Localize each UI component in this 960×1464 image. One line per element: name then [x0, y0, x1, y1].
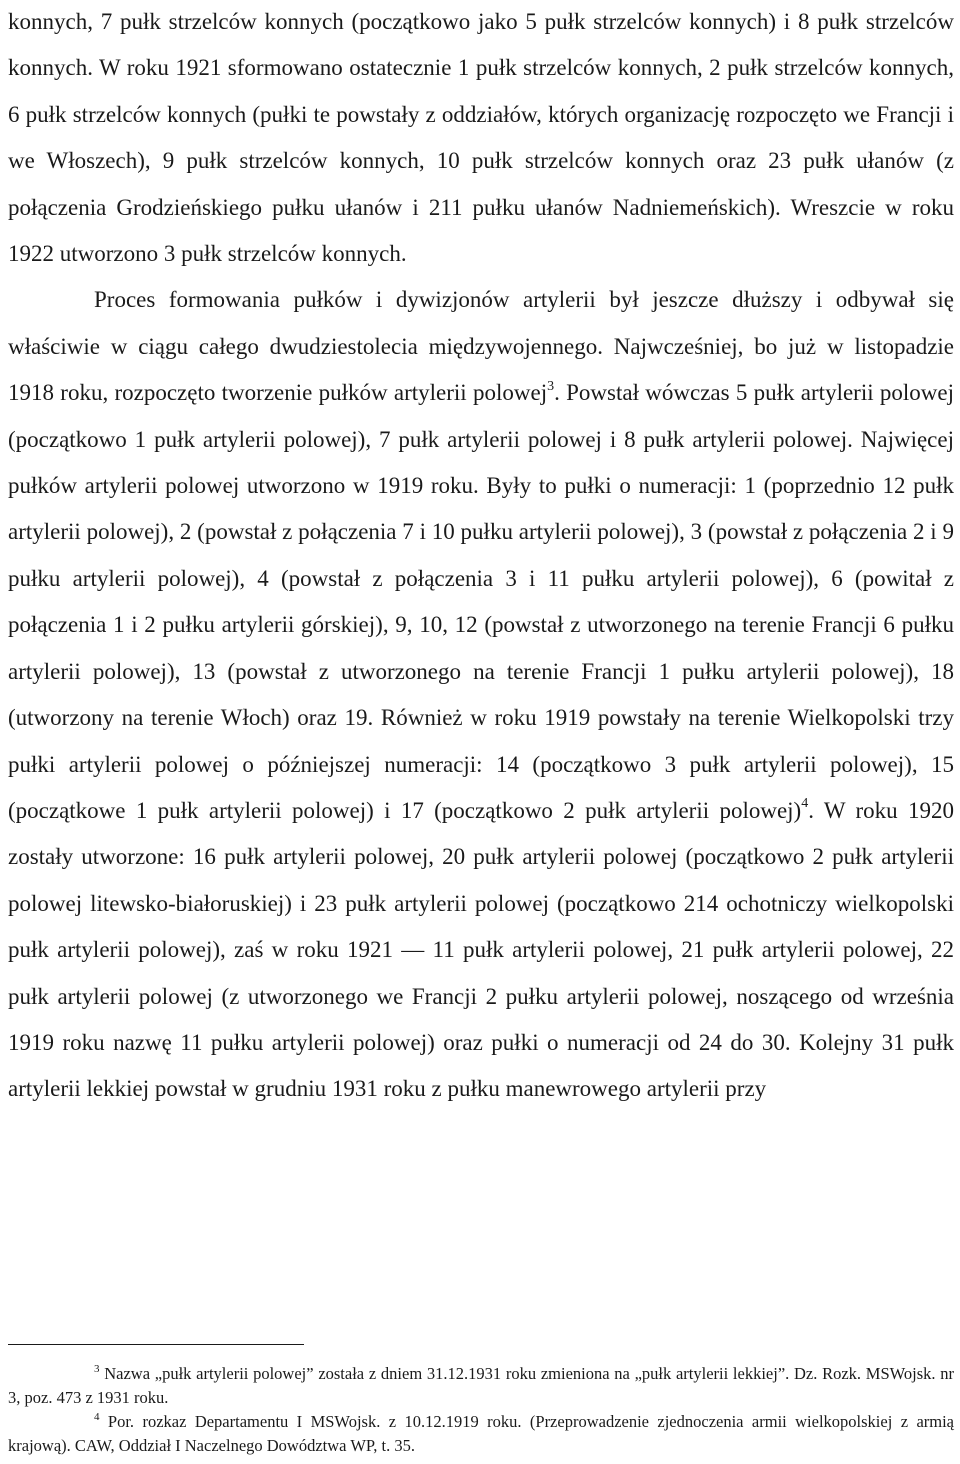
paragraph-2	[8, 277, 954, 1112]
paragraph-1	[8, 0, 954, 277]
footnote-3	[8, 1362, 954, 1410]
paragraph-2-text-b: . Powstał wówczas 5 pułk artylerii polowej (początkowo 1 pułk artylerii polowej), 7 pułk artylerii polowej i 8 pułk artylerii polowej. Najwięcej pułków artylerii polowej utworzono w 1919 roku. Były to pułki o numeracji: 1 (poprzednio 12 pułk artylerii polowej), 2 (powstał z połączenia 7 i 10 pułku artylerii polowej), 3 (powstał z połączenia 2 i 9 pułku artylerii polowej), 4 (powstał z połączenia 3 i 11 pułku artylerii polowej), 6 (powitał z połączenia 1 i 2 pułku artylerii górskiej), 9, 10, 12 (powstał z utworzonego na terenie Francji 6 pułku artylerii polowej), 13 (powstał z utworzonego na terenie Francji 1 pułku artylerii polowej), 18 (utworzony na terenie Włoch) oraz 19. Również w roku 1919 powstały na terenie Wielkopolski trzy pułki artylerii polowej o późniejszej numeracji: 14 (początkowo 3 pułk artylerii polowej), 15 (początkowe 1 pułk artylerii polowej) i 17 (początkowo 2 pułk artylerii polowej)	[8, 380, 954, 823]
paragraph-1-text: konnych, 7 pułk strzelców konnych (początkowo jako 5 pułk strzelców konnych) i 8 pułk strzelców konnych. W roku 1921 sformowano ostatecznie 1 pułk strzelców konnych, 2 pułk strzelców konnych, 6 pułk strzelców konnych (pułki te powstały z oddziałów, których organizację rozpoczęto we Francji i we Włoszech), 9 pułk strzelców konnych, 10 pułk strzelców konnych oraz 23 pułk ułanów (z połączenia Grodzieńskiego pułku ułanów i 211 pułku ułanów Nadniemeńskich). Wreszcie w roku 1922 utworzono 3 pułk strzelców konnych.	[8, 9, 954, 267]
footnote-4	[8, 1410, 954, 1458]
paragraph-2-text-c: . W roku 1920 zostały utworzone: 16 pułk artylerii polowej, 20 pułk artylerii polowej (początkowo 2 pułk artylerii polowej litewsko-białoruskiej) i 23 pułk artylerii polowej (początkowo 214 ochotniczy wielkopolski pułk artylerii polowej), zaś w roku 1921 — 11 pułk artylerii polowej, 21 pułk artylerii polowej, 22 pułk artylerii polowej (z utworzonego we Francji 2 pułku artylerii polowej, noszącego od września 1919 roku nazwę 11 pułku artylerii polowej) oraz pułki o numeracji od 24 do 30. Kolejny 31 pułk artylerii lekkiej powstał w grudniu 1931 roku z pułku manewrowego artylerii przy	[8, 797, 954, 1102]
footnote-number: 3	[94, 1362, 100, 1375]
footnote-number: 4	[94, 1410, 100, 1423]
footnote-text: Nazwa „pułk artylerii polowej” została z dniem 31.12.1931 roku zmieniona na „pułk artylerii lekkiej”. Dz. Rozk. MSWojsk. nr 3, poz. 473 z 1931 roku.	[8, 1364, 954, 1407]
document-body	[8, 0, 954, 1113]
footnote-reference-3[interactable]: 3	[547, 378, 555, 394]
footnote-text: Por. rozkaz Departamentu I MSWojsk. z 10.12.1919 roku. (Przeprowadzenie zjednoczenia armii wielkopolskiej z armią krajową). CAW, Oddział I Naczelnego Dowództwa WP, t. 35.	[8, 1412, 954, 1455]
footnote-reference-4[interactable]: 4	[801, 796, 809, 812]
footnote-separator	[8, 1344, 304, 1345]
footnotes	[8, 1362, 954, 1458]
paragraph-2-text-a: Proces formowania pułków i dywizjonów artylerii był jeszcze dłuższy i odbywał się właściwie w ciągu całego dwudziestolecia międzywojennego. Najwcześniej, bo już w listopadzie 1918 roku, rozpoczęto tworzenie pułków artylerii polowej	[8, 287, 954, 406]
